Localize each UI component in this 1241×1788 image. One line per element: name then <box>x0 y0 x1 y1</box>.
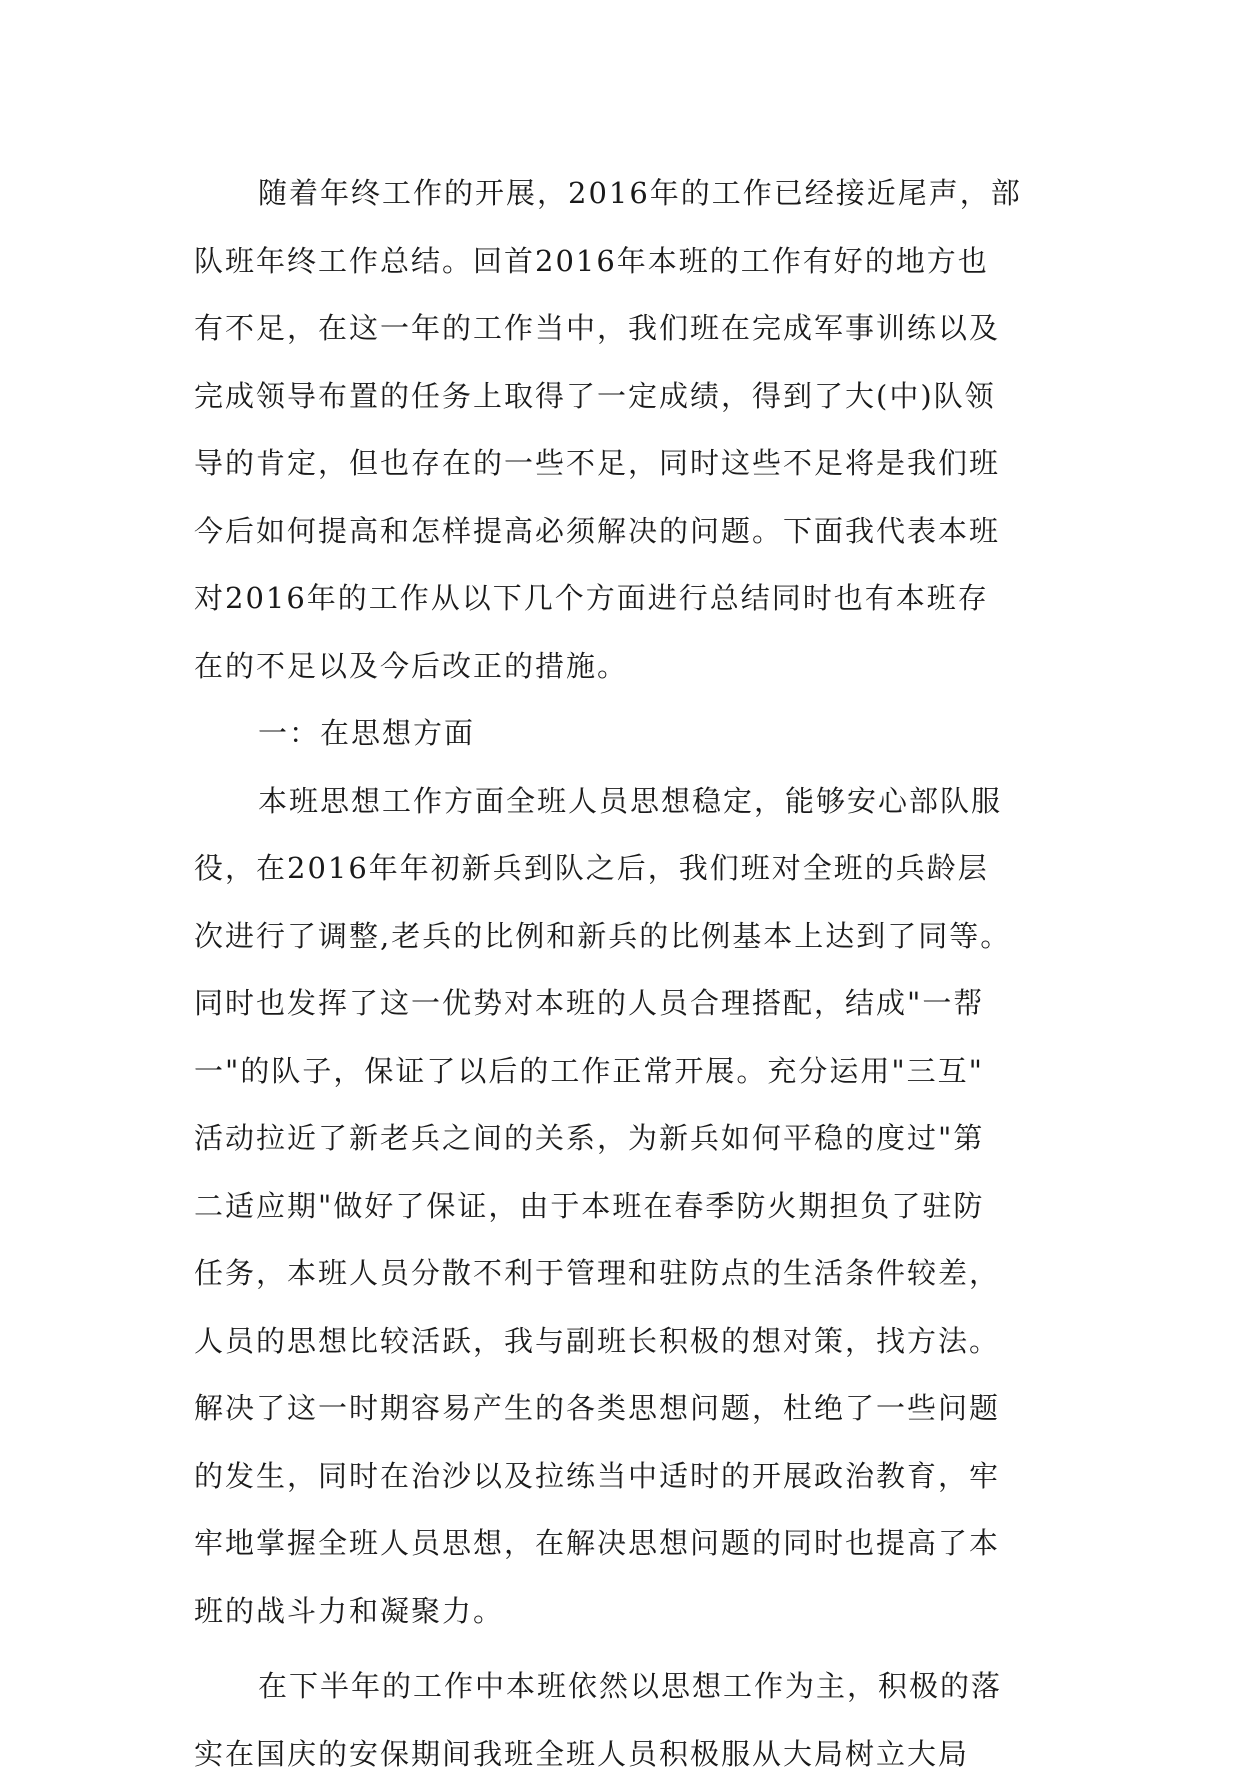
paragraph-second-half <box>194 1653 1054 1788</box>
text-line: 役，在2016年年初新兵到队之后，我们班对全班的兵龄层 <box>194 835 1054 903</box>
text-line: 对2016年的工作从以下几个方面进行总结同时也有本班存 <box>194 565 1054 633</box>
text-line: 二适应期"做好了保证，由于本班在春季防火期担负了驻防 <box>194 1173 1054 1241</box>
text-line: 导的肯定，但也存在的一些不足，同时这些不足将是我们班 <box>194 430 1054 498</box>
text-line: 完成领导布置的任务上取得了一定成绩，得到了大(中)队领 <box>194 363 1054 431</box>
text-line: 在的不足以及今后改正的措施。 <box>194 633 1054 701</box>
text-line: 今后如何提高和怎样提高必须解决的问题。下面我代表本班 <box>194 498 1054 566</box>
text-line: 活动拉近了新老兵之间的关系，为新兵如何平稳的度过"第 <box>194 1105 1054 1173</box>
text-line: 一"的队子，保证了以后的工作正常开展。充分运用"三互" <box>194 1038 1054 1106</box>
text-line: 在下半年的工作中本班依然以思想工作为主，积极的落 <box>194 1653 1054 1721</box>
text-line: 有不足，在这一年的工作当中，我们班在完成军事训练以及 <box>194 295 1054 363</box>
text-line: 牢地掌握全班人员思想，在解决思想问题的同时也提高了本 <box>194 1510 1054 1578</box>
text-line: 任务，本班人员分散不利于管理和驻防点的生活条件较差， <box>194 1240 1054 1308</box>
text-line: 班的战斗力和凝聚力。 <box>194 1578 1054 1646</box>
text-line: 随着年终工作的开展，2016年的工作已经接近尾声，部 <box>194 160 1054 228</box>
document-body <box>194 160 1054 1788</box>
text-line: 人员的思想比较活跃，我与副班长积极的想对策，找方法。 <box>194 1308 1054 1376</box>
text-line: 实在国庆的安保期间我班全班人员积极服从大局树立大局 <box>194 1721 1054 1788</box>
text-line: 同时也发挥了这一优势对本班的人员合理搭配，结成"一帮 <box>194 970 1054 1038</box>
text-line: 次进行了调整,老兵的比例和新兵的比例基本上达到了同等。 <box>194 903 1054 971</box>
text-line: 的发生，同时在治沙以及拉练当中适时的开展政治教育，牢 <box>194 1443 1054 1511</box>
text-line: 队班年终工作总结。回首2016年本班的工作有好的地方也 <box>194 228 1054 296</box>
paragraph-spacer <box>194 1645 1054 1653</box>
section-heading: 一：在思想方面 <box>194 700 1054 768</box>
paragraph-intro <box>194 160 1054 700</box>
text-line: 解决了这一时期容易产生的各类思想问题，杜绝了一些问题 <box>194 1375 1054 1443</box>
text-line: 本班思想工作方面全班人员思想稳定，能够安心部队服 <box>194 768 1054 836</box>
paragraph-ideology <box>194 768 1054 1646</box>
